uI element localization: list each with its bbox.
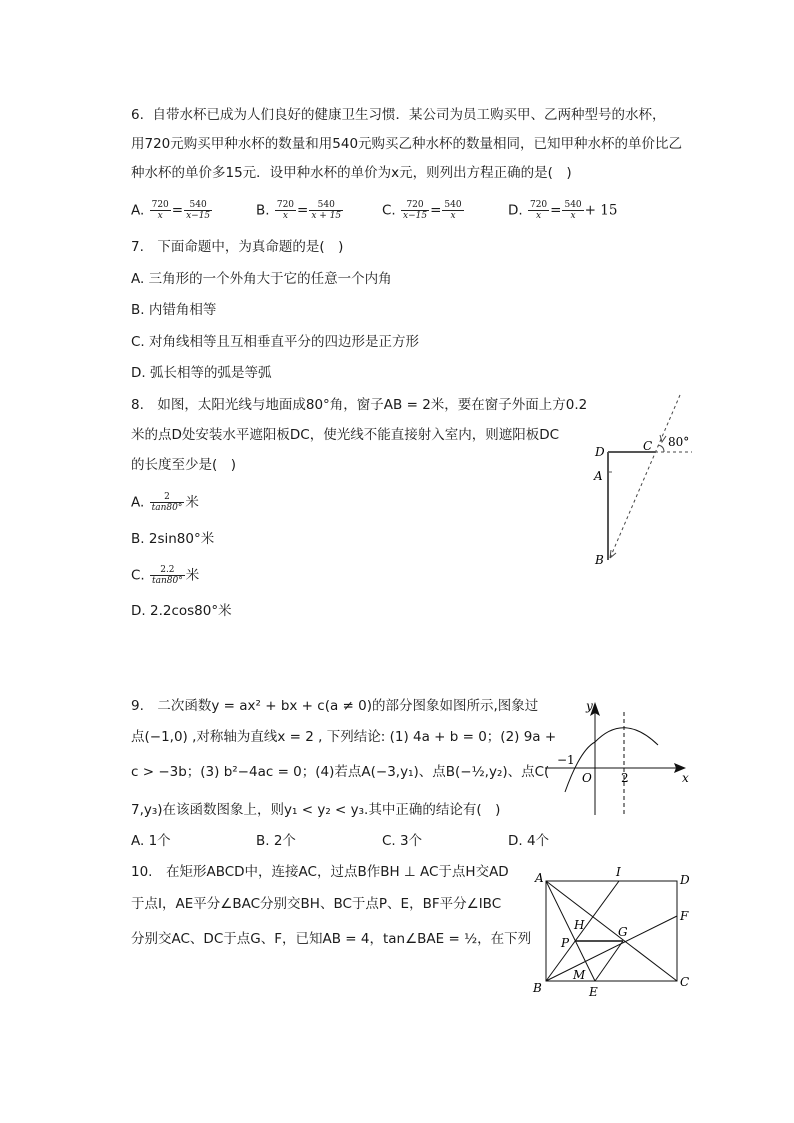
option-label: D. [508, 202, 523, 219]
frac-den: x−15 [186, 211, 211, 221]
label-i: I [616, 865, 621, 879]
parabola-curve [565, 728, 658, 792]
q9-option-d: D. 4个 [508, 833, 550, 849]
frac-num: 720 [529, 200, 548, 210]
line-ae [546, 881, 595, 981]
label-a: A [535, 871, 544, 885]
q6-line1 [131, 106, 665, 124]
option-tail: + 15 [584, 202, 618, 219]
origin-label: O [582, 771, 592, 785]
option-text: 2.2cos80°米 [149, 603, 232, 619]
q8-line1: 8. 如图，太阳光线与地面成80°角，窗子AB = 2米，要在窗子外面上方0.2 [131, 397, 588, 413]
q7-option-d: D. 弧长相等的弧是等弧 [131, 365, 272, 381]
frac-num: 720 [151, 200, 169, 210]
arrow-head-icon [660, 435, 666, 442]
frac-den: x [282, 211, 288, 221]
y-label: y [586, 699, 593, 713]
q10-line1: 10. 在矩形ABCD中，连接AC，过点B作BH ⊥ AC于点H交AD [131, 864, 509, 880]
option-text: 2sin80°米 [148, 531, 215, 547]
frac-den: x [157, 211, 163, 221]
diagonal-ac [546, 881, 677, 981]
frac-den: tan80° [151, 503, 183, 513]
q10-rectangle-figure [525, 860, 700, 1005]
label-c: C [643, 439, 653, 453]
q7-option-b: B. 内错角相等 [131, 302, 217, 318]
angle-label: 80° [668, 435, 690, 449]
q9-parabola-figure [540, 690, 700, 820]
label-f: F [680, 909, 689, 923]
q6-option-c: C. $\frac{720}{x-15}$ = $\frac{540}{x}$ [382, 200, 462, 221]
option-label: A. [131, 494, 145, 511]
q8-option-b [131, 530, 214, 548]
q8-line2: 米的点D处安装水平遮阳板DC，使光线不能直接射入室内，则遮阳板DC [131, 427, 560, 443]
q10-line3: 分别交AC、DC于点G、F，已知AB = 4，tan∠BAE = ½，在下列 [131, 931, 532, 947]
frac-num: 540 [309, 200, 343, 211]
label-c: C [680, 975, 690, 989]
frac-den: x [450, 211, 456, 221]
q8-line3: 的长度至少是( ) [131, 457, 237, 473]
q9-line1: 9. 二次函数y = ax² + bx + c(a ≠ 0)的部分图象如图所示,图象过 [131, 698, 539, 714]
x-label: x [682, 771, 689, 785]
frac-num: 540 [184, 200, 212, 211]
option-label: C. [131, 567, 145, 584]
q7-option-c: C. 对角线相等且互相垂直平分的四边形是正方形 [131, 334, 420, 350]
option-label: C. [382, 202, 396, 219]
q8-option-a [131, 492, 199, 513]
label-b: B [595, 553, 604, 567]
axis-label: 2 [621, 771, 629, 785]
q6-number: 6. [131, 107, 144, 123]
q6-text-1: 自带水杯已成为人们良好的健康卫生习惯．某公司为员工购买甲、乙两种型号的水杯， [152, 107, 666, 123]
label-g: G [618, 925, 628, 939]
frac-num: 720 [401, 200, 429, 211]
q6-option-b: B. $\frac{720}{x}$ = $\frac{540}{x + 15}$ [256, 200, 342, 221]
frac-den: x + 15 [311, 211, 342, 221]
label-e: E [589, 985, 598, 999]
frac-num: 2.2 [150, 565, 185, 576]
line-ge [595, 941, 623, 981]
label-h: H [574, 918, 585, 932]
option-label: A. [131, 202, 145, 219]
frac-den: x [536, 211, 542, 221]
option-label: B. [131, 531, 145, 547]
label-p: P [561, 936, 570, 950]
frac-den: x [570, 211, 576, 221]
q7-option-a: A. 三角形的一个外角大于它的任意一个内角 [131, 271, 392, 287]
option-label: B. [256, 202, 270, 219]
label-a: A [594, 469, 603, 483]
q6-line2: 用720元购买甲种水杯的数量和用540元购买乙种水杯的数量相同，已知甲种水杯的单价比乙 [131, 136, 683, 152]
sunlight-ray [610, 395, 680, 558]
q8-option-c [131, 565, 199, 586]
q9-option-b: B. 2个 [256, 833, 296, 849]
q9-option-a: A. 1个 [131, 833, 171, 849]
q8-option-d [131, 602, 232, 620]
frac-num: 540 [564, 200, 582, 210]
q9-line3: c > −3b；(3) b²−4ac = 0；(4)若点A(−3,y₁)、点B(−½,y₂)、点C( [131, 764, 550, 780]
q8-figure [580, 390, 700, 580]
label-d: D [680, 873, 690, 887]
angle-arc-icon [658, 445, 664, 452]
q9-option-c: C. 3个 [382, 833, 423, 849]
label-b: B [533, 981, 542, 995]
q6-option-a: A. $\frac{720}{x}$ = $\frac{540}{x-15}$ [131, 200, 211, 221]
frac-den: x−15 [403, 211, 428, 221]
label-m: M [573, 968, 586, 982]
option-label: D. [131, 603, 146, 619]
frac-num: 2 [150, 492, 185, 503]
q10-line2: 于点I，AE平分∠BAC分别交BH、BC于点P、E，BF平分∠IBC [131, 896, 502, 912]
frac-den: tan80° [152, 576, 183, 586]
q9-line2: 点(−1,0) ,对称轴为直线x = 2 , 下列结论: (1) 4a + b = 0；(2) 9a + [131, 729, 557, 745]
label-d: D [595, 445, 605, 459]
frac-num: 720 [276, 200, 295, 210]
q6-line3: 种水杯的单价多15元．设甲种水杯的单价为x元，则列出方程正确的是( ) [131, 165, 572, 181]
frac-num: 540 [444, 200, 462, 210]
unit: 米 [185, 494, 199, 511]
q7-stem: 7. 下面命题中，为真命题的是( ) [131, 239, 344, 255]
q9-line4: 7,y₃)在该函数图象上，则y₁ < y₂ < y₃.其中正确的结论有( ) [131, 802, 501, 818]
q6-option-d: D. $\frac{720}{x}$ = $\frac{540}{x}$ + 15 [508, 200, 618, 221]
root-label: −1 [557, 753, 575, 767]
unit: 米 [185, 567, 200, 584]
